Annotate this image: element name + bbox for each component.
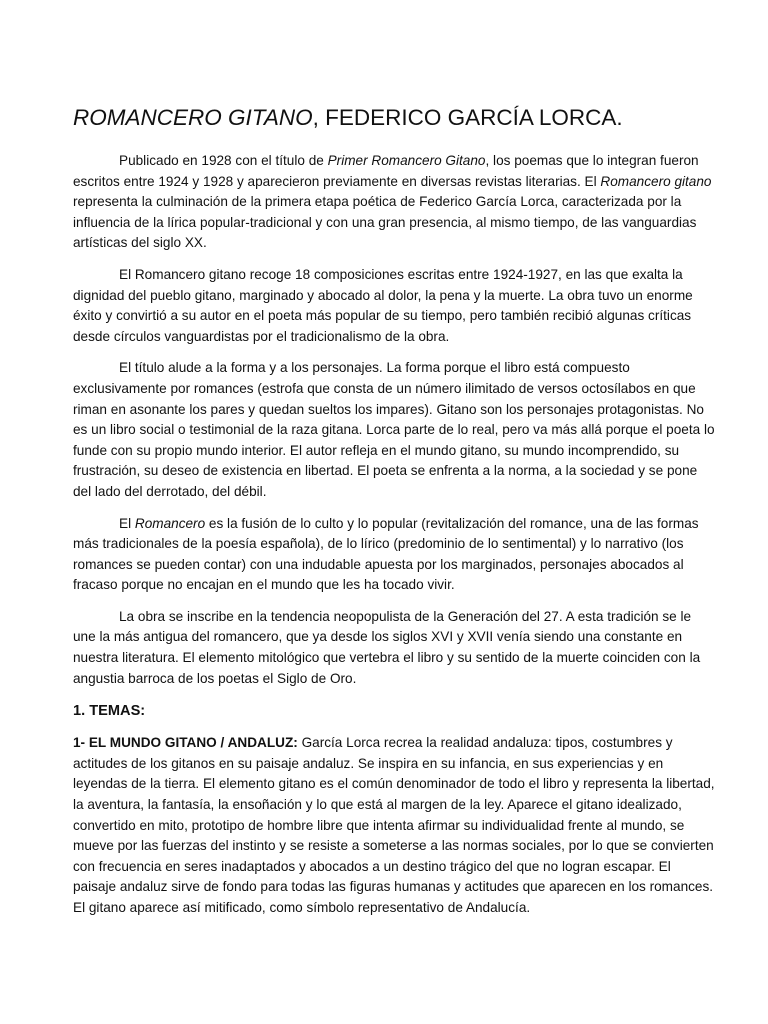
paragraph-1-text-c: , los poemas que lo integran fueron escritos entre 1924 y 1928 y aparecieron previamente en diversas revistas literarias. El [73,153,699,189]
section-1-paragraph-1-text: García Lorca recrea la realidad andaluza: tipos, costumbres y actitudes de los gitanos en su paisaje andaluz. Se inspira en su infancia, en sus experiencias y en leyendas de la tierra. El elemento gitano es el común denominador de todo el libro y representa la libertad, la aventura, la fantasía, la ensoñación y lo que está al margen de la ley. Aparece el gitano idealizado, convertido en mito, prototipo de hombre libre que intenta afirmar su individualidad frente al mundo, se mueve por las fuerzas del instinto y se resiste a someterse a las normas sociales, por lo que se convierten con frecuencia en seres inadaptados y abocados a un destino trágico del que no logran escapar. El paisaje andaluz sirve de fondo para todas las figuras humanas y actitudes que aparecen en los romances. El gitano aparece así mitificado, como símbolo representativo de Andalucía. [73,735,715,915]
paragraph-2: El Romancero gitano recoge 18 composiciones escritas entre 1924-1927, en las que exalta la dignidad del pueblo gitano, marginado y abocado al dolor, la pena y la muerte. La obra tuvo un enorme éxito y convirtió a su autor en el poeta más popular de su tiempo, pero también recibió algunas críticas desde círculos vanguardistas por el tradicionalismo de la obra. [73,266,693,344]
section-heading-temas: 1. TEMAS: [73,703,146,720]
title-rest-part: , FEDERICO GARCÍA LORCA. [312,105,623,130]
paragraph-1 [73,151,715,254]
paragraph-1-italic-b: Primer Romancero Gitano [327,153,486,168]
paragraph-5: La obra se inscribe en la tendencia neopopulista de la Generación del 27. A esta tradición se le une la más antigua del romancero, que ya desde los siglos XVI y XVII venía siendo una constante en nuestra literatura. El elemento mitológico que vertebra el libro y su sentido de la muerte coinciden con la angustia barroca de los poetas el Siglo de Oro. [73,608,701,686]
paragraph-4-text-c: es la fusión de lo culto y lo popular (revitalización del romance, una de las formas más tradicionales de la poesía española), de lo lírico (predominio de lo sentimental) y lo narrativo (los romances se pueden contar) con una indudable apuesta por los marginados, personajes abocados al fracaso porque no encajan en el mundo que les ha tocado vivir. [73,515,699,593]
paragraph-3: El título alude a la forma y a los personajes. La forma porque el libro está compuesto exclusivamente por romances (estrofa que consta de un número ilimitado de versos octosílabos en que riman en asonante los pares y quedan sueltos los impares). Gitano son los personajes protagonistas. No es un libro social o testimonial de la raza gitana. Lorca parte de lo real, pero va más allá porque el poeta lo funde con su propio mundo interior. El autor refleja en el mundo gitano, su mundo incomprendido, su frustración, su deseo de existencia en libertad. El poeta se enfrenta a la norma, a la sociedad y se pone del lado del derrotado, del débil. [73,360,715,499]
paragraph-1-italic-d: Romancero gitano [600,173,712,189]
document-page [73,103,715,930]
section-1-paragraph-1-bold-lead: 1- EL MUNDO GITANO / ANDALUZ: [73,735,298,751]
paragraph-1-text-e: representa la culminación de la primera etapa poética de Federico García Lorca, caracterizada por la influencia de la lírica popular-tradicional y con una gran presencia, al mismo tiempo, de las vanguardias artísticas del siglo XX. [73,194,697,251]
paragraph-4-italic-b: Romancero [134,515,206,531]
title-italic-part: ROMANCERO GITANO [73,105,313,130]
paragraph-4-text-a: El [119,515,135,531]
document-title [73,103,715,133]
paragraph-1-text-a: Publicado en 1928 con el título de [119,153,328,168]
section-1-paragraph-1 [73,733,715,918]
paragraph-4 [73,514,715,596]
